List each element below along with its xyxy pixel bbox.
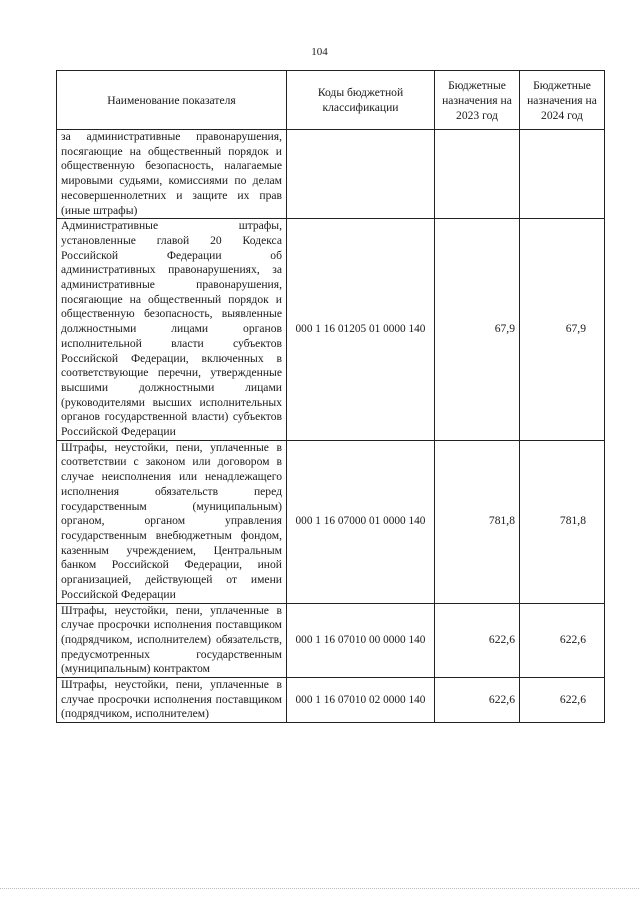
header-name: Наименование показателя — [57, 71, 287, 130]
row-2024: 622,6 — [520, 678, 605, 723]
row-2024: 67,9 — [520, 219, 605, 441]
row-2023: 622,6 — [435, 678, 520, 723]
budget-table — [56, 70, 605, 723]
header-2024: Бюджетные назначения на 2024 год — [520, 71, 605, 130]
table-row — [57, 440, 605, 603]
row-2023: 622,6 — [435, 603, 520, 678]
row-name: за административные правонарушения, посягающие на общественный порядок и общественную безопасность, налагаемые мировыми судьями, комиссиями по делам несовершеннолетних и защите их прав (иные штрафы) — [57, 130, 287, 219]
row-2023: 67,9 — [435, 219, 520, 441]
row-code: 000 1 16 01205 01 0000 140 — [287, 219, 435, 441]
table-header-row — [57, 71, 605, 130]
row-code: 000 1 16 07000 01 0000 140 — [287, 440, 435, 603]
row-name: Штрафы, неустойки, пени, уплаченные в соответствии с законом или договором в случае неисполнения или ненадлежащего исполнения обязательств перед государственным (муниципальным) органом, органом управления государственным внебюджетным фондом, казенным учреждением, Центральным банком Российской Федерации, иной организацией, действующей от имени Российской Федерации — [57, 440, 287, 603]
scan-edge-divider — [0, 888, 639, 889]
table-row — [57, 219, 605, 441]
page-number: 104 — [311, 46, 328, 58]
row-name: Штрафы, неустойки, пени, уплаченные в случае просрочки исполнения поставщиком (подрядчиком, исполнителем) обязательств, предусмотренных государственным (муниципальным) контрактом — [57, 603, 287, 678]
row-name: Административные штрафы, установленные главой 20 Кодекса Российской Федерации об административных правонарушениях, за административные правонарушения, посягающие на общественный порядок и общественную безопасность, выявленные должностными лицами органов исполнительной власти субъектов Российской Федерации, включенных в соответствующие перечни, утвержденные высшими должностными лицами (руководителями высших исполнительных органов государственной власти) субъектов Российской Федерации — [57, 219, 287, 441]
header-2023: Бюджетные назначения на 2023 год — [435, 71, 520, 130]
row-name: Штрафы, неустойки, пени, уплаченные в случае просрочки исполнения поставщиком (подрядчиком, исполнителем) — [57, 678, 287, 723]
table-row — [57, 603, 605, 678]
row-2023: 781,8 — [435, 440, 520, 603]
table-row — [57, 678, 605, 723]
row-2024: 781,8 — [520, 440, 605, 603]
table-row — [57, 130, 605, 219]
row-code — [287, 130, 435, 219]
row-2023 — [435, 130, 520, 219]
header-code: Коды бюджетной классификации — [287, 71, 435, 130]
row-code: 000 1 16 07010 00 0000 140 — [287, 603, 435, 678]
row-2024: 622,6 — [520, 603, 605, 678]
row-2024 — [520, 130, 605, 219]
row-code: 000 1 16 07010 02 0000 140 — [287, 678, 435, 723]
